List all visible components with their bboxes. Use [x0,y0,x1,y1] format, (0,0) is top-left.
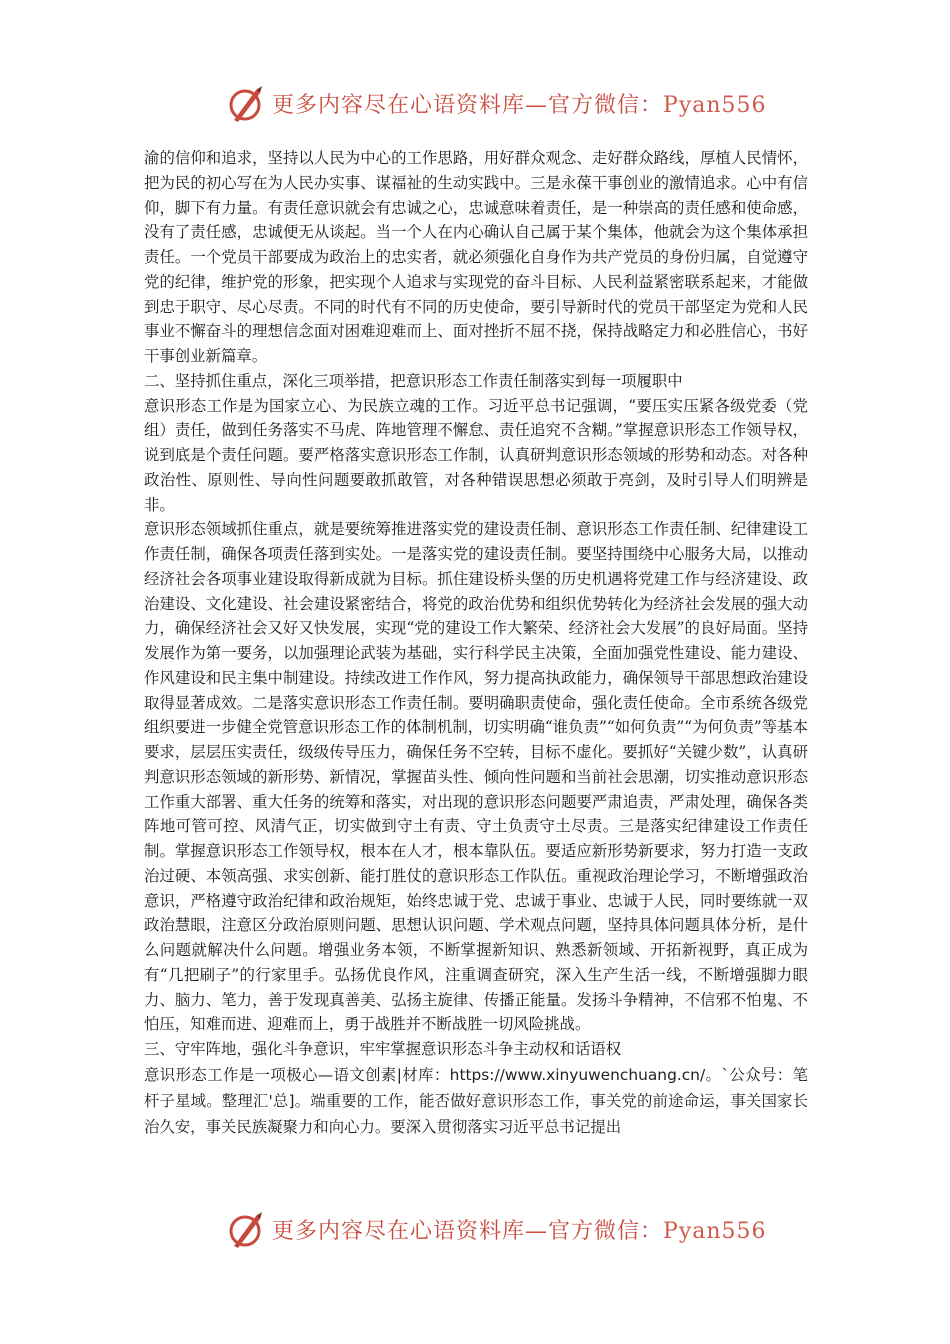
paragraph-3: 意识形态领域抓住重点，就是要统筹推进落实党的建设责任制、意识形态工作责任制、纪律建设工作责任制，确保各项责任落到实处。一是落实党的建设责任制。要坚持围绕中心服务大局，以推动经济社会各项事业建设取得新成就为目标。抓住建设桥头堡的历史机遇将党建工作与经济建设、政治建设、文化建设、社会建设紧密结合，将党的政治优势和组织优势转化为经济社会发展的强大动力，确保经济社会又好又快发展，实现“党的建设工作大繁荣、经济社会大发展”的良好局面。坚持发展作为第一要务，以加强理论武装为基础，实行科学民主决策，全面加强党性建设、能力建设、作风建设和民主集中制建设。持续改进工作作风，努力提高执政能力，确保领导干部思想政治建设取得显著成效。二是落实意识形态工作责任制。要明确职责使命，强化责任使命。全市系统各级党组织要进一步健全党管意识形态工作的体制机制，切实明确“谁负责”“如何负责”“为何负责”等基本要求，层层压实责任，级级传导压力，确保任务不空转，目标不虚化。要抓好“关键少数”，认真研判意识形态领域的新形势、新情况，掌握苗头性、倾向性问题和当前社会思潮，切实推动意识形态工作重大部署、重大任务的统筹和落实，对出现的意识形态问题要严肃追责，严肃处理，确保各类阵地可管可控、风清气正，切实做到守土有责、守土负责守土尽责。三是落实纪律建设工作责任制。掌握意识形态工作领导权，根本在人才，根本靠队伍。要适应新形势新要求，努力打造一支政治过硬、本领高强、求实创新、能打胜仗的意识形态工作队伍。重视政治理论学习，不断增强政治意识，严格遵守政治纪律和政治规矩，始终忠诚于党、忠诚于事业、忠诚于人民，同时要练就一双政治慧眼，注意区分政治原则问题、思想认识问题、学术观点问题，坚持具体问题具体分析，是什么问题就解决什么问题。增强业务本领，不断掌握新知识、熟悉新领域、开拓新视野，真正成为有“几把刷子”的行家里手。弘扬优良作风，注重调查研究，深入生产生活一线，不断增强脚力眼力、脑力、笔力，善于发现真善美、弘扬主旋律、传播正能量。发扬斗争精神，不信邪不怕鬼、不怕压，知难而进、迎难而上，勇于战胜并不断战胜一切风险挑战。 [144,520,808,1034]
footer-watermark-banner [0,1206,950,1254]
wechat-id: Pyan556 [663,1219,767,1244]
paragraph-4: 意识形态工作是一项极心—语文创素|材库：https://www.xinyuwenchuang.cn/。`公众号：笔杆子星域。整理汇'总]。端重要的工作，能否做好意识形态工作，事关党的前途命运，事关国家长治久安，事关民族凝聚力和向心力。要深入贯彻落实习近平总书记提出 [144,1065,808,1136]
paragraph-1: 渝的信仰和追求，坚持以人民为中心的工作思路，用好群众观念、走好群众路线，厚植人民情怀，把为民的初心写在为人民办实事、谋福祉的生动实践中。三是永葆干事创业的激情追求。心中有信仰，脚下有力量。有责任意识就会有忠诚之心，忠诚意味着责任，是一种崇高的责任感和使命感，没有了责任感，忠诚便无从谈起。当一个人在内心确认自己属于某个集体，他就会为这个集体承担责任。一个党员干部要成为政治上的忠实者，就必须强化自身作为共产党员的身份归属，自觉遵守党的纪律，维护党的形象，把实现个人追求与实现党的奋斗目标、人民利益紧密联系起来，才能做到忠于职守、尽心尽责。不同的时代有不同的历史使命，要引导新时代的党员干部坚定为党和人民事业不懈奋斗的理想信念面对困难迎难而上、面对挫折不屈不挠，保持战略定力和必胜信心，书好干事创业新篇章。 [144,149,808,365]
paragraph-2: 意识形态工作是为国家立心、为民族立魂的工作。习近平总书记强调，“要压实压紧各级党委（党组）责任，做到任务落实不马虎、阵地管理不懈怠、责任追究不含糊。”掌握意识形态工作领导权，说到底是个责任问题。要严格落实意识形态工作制，认真研判意识形态领域的形势和动态。对各种政治性、原则性、导向性问题要敢抓敢管，对各种错误思想必须敢于亮剑，及时引导人们明辨是非。 [144,396,808,514]
pen-circle-logo-icon [226,84,266,124]
document-body [144,146,808,1140]
header-watermark-banner [0,80,950,128]
watermark-slogan: 更多内容尽在心语资料库—官方微信： [272,1219,664,1244]
section-heading-2: 二、坚持抓住重点，深化三项举措，把意识形态工作责任制落实到每一项履职中 [144,371,683,390]
section-heading-3: 三、守牢阵地，强化斗争意识，牢牢掌握意识形态斗争主动权和话语权 [144,1040,622,1058]
pen-circle-logo-icon [226,1210,266,1250]
watermark-slogan: 更多内容尽在心语资料库—官方微信： [272,93,664,118]
watermark-text [272,88,767,119]
watermark-text [272,1214,767,1245]
wechat-id: Pyan556 [663,93,767,118]
